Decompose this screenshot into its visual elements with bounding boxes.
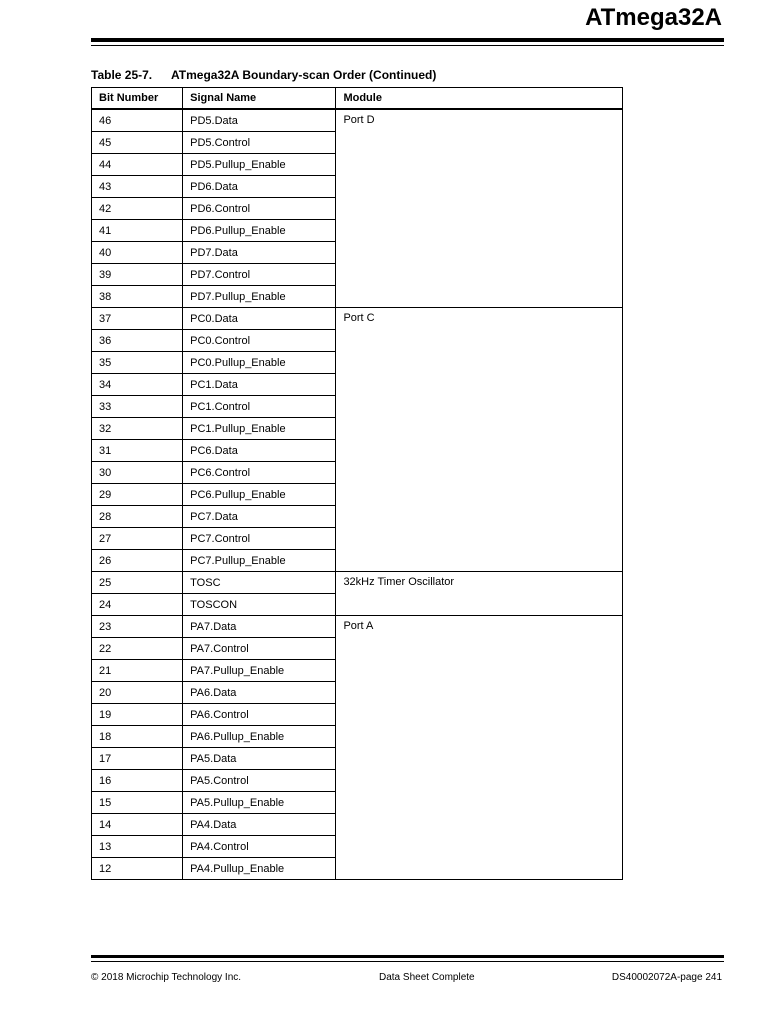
signal-name-cell: PC6.Pullup_Enable [183, 484, 336, 506]
bit-number-cell: 41 [92, 220, 183, 242]
column-header-signal-name: Signal Name [183, 88, 336, 110]
bit-number-cell: 32 [92, 418, 183, 440]
module-cell: 32kHz Timer Oscillator [336, 572, 623, 616]
bit-number-cell: 17 [92, 748, 183, 770]
table-caption-number: Table 25-7. [91, 68, 153, 82]
document-title: ATmega32A [585, 4, 722, 31]
signal-name-cell: PD6.Data [183, 176, 336, 198]
bit-number-cell: 13 [92, 836, 183, 858]
table-row [92, 616, 623, 638]
bit-number-cell: 36 [92, 330, 183, 352]
signal-name-cell: PA5.Data [183, 748, 336, 770]
bit-number-cell: 40 [92, 242, 183, 264]
signal-name-cell: PC0.Data [183, 308, 336, 330]
bit-number-cell: 14 [92, 814, 183, 836]
signal-name-cell: PC1.Control [183, 396, 336, 418]
table-caption-text: ATmega32A Boundary-scan Order (Continued) [171, 68, 437, 82]
table-header-row [92, 88, 623, 110]
signal-name-cell: PD7.Control [183, 264, 336, 286]
bit-number-cell: 34 [92, 374, 183, 396]
bit-number-cell: 28 [92, 506, 183, 528]
module-cell: Port D [336, 109, 623, 308]
signal-name-cell: PD5.Data [183, 109, 336, 132]
bit-number-cell: 23 [92, 616, 183, 638]
footer-rule-thick [91, 955, 724, 958]
bit-number-cell: 15 [92, 792, 183, 814]
signal-name-cell: PC7.Pullup_Enable [183, 550, 336, 572]
footer-doc-type: Data Sheet Complete [379, 972, 475, 983]
module-cell: Port A [336, 616, 623, 880]
signal-name-cell: PD7.Data [183, 242, 336, 264]
table-row [92, 572, 623, 594]
column-header-module: Module [336, 88, 623, 110]
bit-number-cell: 30 [92, 462, 183, 484]
signal-name-cell: PC7.Control [183, 528, 336, 550]
table-row [92, 109, 623, 132]
signal-name-cell: PA4.Data [183, 814, 336, 836]
boundary-scan-table [91, 87, 623, 880]
signal-name-cell: PC6.Control [183, 462, 336, 484]
signal-name-cell: PC7.Data [183, 506, 336, 528]
signal-name-cell: PA4.Control [183, 836, 336, 858]
signal-name-cell: PD5.Pullup_Enable [183, 154, 336, 176]
signal-name-cell: PC6.Data [183, 440, 336, 462]
bit-number-cell: 18 [92, 726, 183, 748]
signal-name-cell: PA6.Control [183, 704, 336, 726]
signal-name-cell: PA5.Pullup_Enable [183, 792, 336, 814]
bit-number-cell: 39 [92, 264, 183, 286]
bit-number-cell: 27 [92, 528, 183, 550]
bit-number-cell: 43 [92, 176, 183, 198]
bit-number-cell: 12 [92, 858, 183, 880]
bit-number-cell: 33 [92, 396, 183, 418]
bit-number-cell: 31 [92, 440, 183, 462]
bit-number-cell: 42 [92, 198, 183, 220]
signal-name-cell: PC0.Control [183, 330, 336, 352]
signal-name-cell: PC1.Data [183, 374, 336, 396]
bit-number-cell: 44 [92, 154, 183, 176]
bit-number-cell: 16 [92, 770, 183, 792]
signal-name-cell: TOSC [183, 572, 336, 594]
signal-name-cell: PD6.Pullup_Enable [183, 220, 336, 242]
signal-name-cell: PD5.Control [183, 132, 336, 154]
bit-number-cell: 46 [92, 109, 183, 132]
footer-copyright: © 2018 Microchip Technology Inc. [91, 972, 242, 983]
signal-name-cell: PD7.Pullup_Enable [183, 286, 336, 308]
bit-number-cell: 35 [92, 352, 183, 374]
bit-number-cell: 38 [92, 286, 183, 308]
signal-name-cell: PC0.Pullup_Enable [183, 352, 336, 374]
signal-name-cell: PA4.Pullup_Enable [183, 858, 336, 880]
bit-number-cell: 37 [92, 308, 183, 330]
column-header-bit-number: Bit Number [92, 88, 183, 110]
header-rule-thin [91, 45, 724, 46]
bit-number-cell: 45 [92, 132, 183, 154]
table-caption [91, 68, 436, 82]
bit-number-cell: 22 [92, 638, 183, 660]
bit-number-cell: 29 [92, 484, 183, 506]
header-rule-thick [91, 38, 724, 42]
signal-name-cell: PD6.Control [183, 198, 336, 220]
signal-name-cell: PA7.Control [183, 638, 336, 660]
signal-name-cell: PA5.Control [183, 770, 336, 792]
table-row [92, 308, 623, 330]
bit-number-cell: 25 [92, 572, 183, 594]
module-cell: Port C [336, 308, 623, 572]
signal-name-cell: PA6.Data [183, 682, 336, 704]
footer-page-ref: DS40002072A-page 241 [611, 972, 722, 983]
bit-number-cell: 19 [92, 704, 183, 726]
bit-number-cell: 20 [92, 682, 183, 704]
bit-number-cell: 24 [92, 594, 183, 616]
signal-name-cell: PA7.Pullup_Enable [183, 660, 336, 682]
bit-number-cell: 26 [92, 550, 183, 572]
bit-number-cell: 21 [92, 660, 183, 682]
signal-name-cell: PA6.Pullup_Enable [183, 726, 336, 748]
signal-name-cell: TOSCON [183, 594, 336, 616]
footer-rule-thin [91, 961, 724, 962]
signal-name-cell: PA7.Data [183, 616, 336, 638]
table-body [92, 109, 623, 880]
signal-name-cell: PC1.Pullup_Enable [183, 418, 336, 440]
